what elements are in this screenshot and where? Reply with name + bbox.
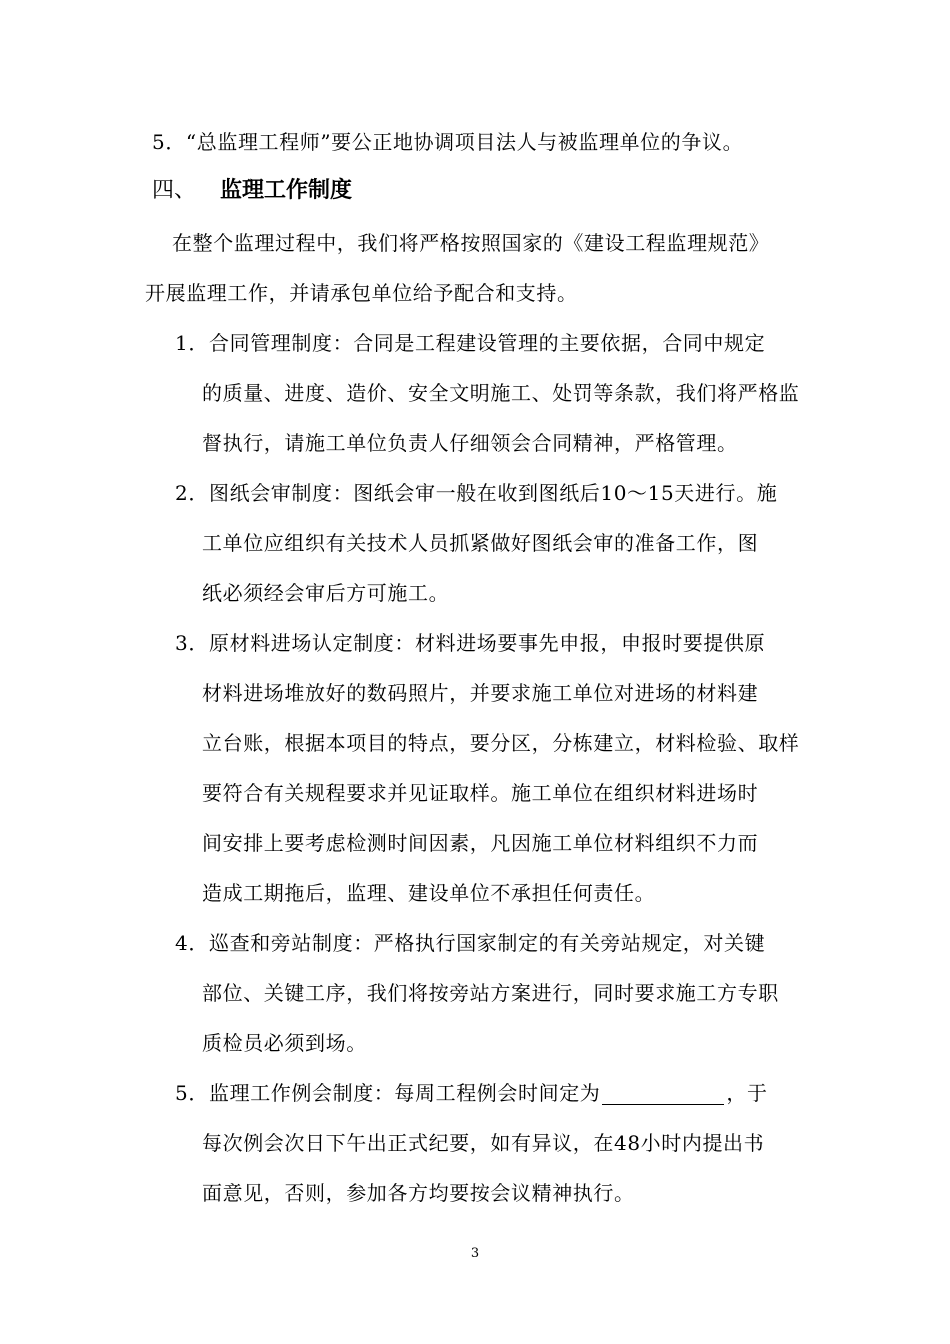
- item-number: 3．: [175, 631, 209, 655]
- item-text: 巡查和旁站制度：严格执行国家制定的有关旁站规定，对关键: [209, 931, 766, 955]
- item-number: 1．: [175, 331, 209, 355]
- item-text: 面意见，否则，参加各方均要按会议精神执行。: [202, 1181, 635, 1205]
- item-text: 工单位应组织有关技术人员抓紧做好图纸会审的准备工作，图: [202, 531, 759, 555]
- item-text: 材料进场堆放好的数码照片，并要求施工单位对进场的材料建: [202, 681, 759, 705]
- item-text: 图纸会审制度：图纸会审一般在收到图纸后10～15天进行。施: [209, 481, 778, 505]
- item-text: 部位、关键工序，我们将按旁站方案进行，同时要求施工方专职: [202, 981, 779, 1005]
- section-title: 监理工作制度: [220, 178, 353, 203]
- item-number: 2．: [175, 481, 209, 505]
- item-number: 4．: [175, 931, 209, 955]
- item-text: ，于: [726, 1081, 768, 1105]
- item-text: 监理工作例会制度：每周工程例会时间定为: [209, 1081, 601, 1105]
- item-text: 原材料进场认定制度：材料进场要事先申报，申报时要提供原: [209, 631, 766, 655]
- list-item: [175, 1081, 768, 1105]
- item-text: 间安排上要考虑检测时间因素，凡因施工单位材料组织不力而: [202, 831, 759, 855]
- page-number: 3: [470, 1246, 480, 1261]
- item-text: 质检员必须到场。: [202, 1031, 367, 1055]
- list-item: [175, 331, 765, 355]
- item-text: 造成工期拖后，监理、建设单位不承担任何责任。: [202, 881, 656, 905]
- section-heading: [152, 177, 352, 205]
- item-text: 合同管理制度：合同是工程建设管理的主要依据，合同中规定: [209, 331, 766, 355]
- item-text: 立台账，根据本项目的特点，要分区，分栋建立，材料检验、取样: [202, 731, 800, 755]
- intro-line-2: 开展监理工作，并请承包单位给予配合和支持。: [145, 281, 578, 305]
- intro-line-1: 在整个监理过程中，我们将严格按照国家的《建设工程监理规范》: [172, 231, 770, 255]
- list-item: [175, 481, 777, 505]
- item-text: 纸必须经会审后方可施工。: [202, 581, 450, 605]
- item-text: 督执行，请施工单位负责人仔细领会合同精神，严格管理。: [202, 431, 738, 455]
- section-number: 四、: [152, 178, 197, 203]
- blank-underline: [602, 1082, 724, 1105]
- list-item: [175, 931, 765, 955]
- item-text: 每次例会次日下午出正式纪要，如有异议，在48小时内提出书: [202, 1131, 765, 1155]
- item-number: 5．: [175, 1081, 209, 1105]
- item-text: 要符合有关规程要求并见证取样。施工单位在组织材料进场时: [202, 781, 759, 805]
- list-item-5-top: 5．“总监理工程师”要公正地协调项目法人与被监理单位的争议。: [152, 130, 744, 154]
- list-item: [175, 631, 765, 655]
- item-text: 的质量、进度、造价、安全文明施工、处罚等条款，我们将严格监: [202, 381, 800, 405]
